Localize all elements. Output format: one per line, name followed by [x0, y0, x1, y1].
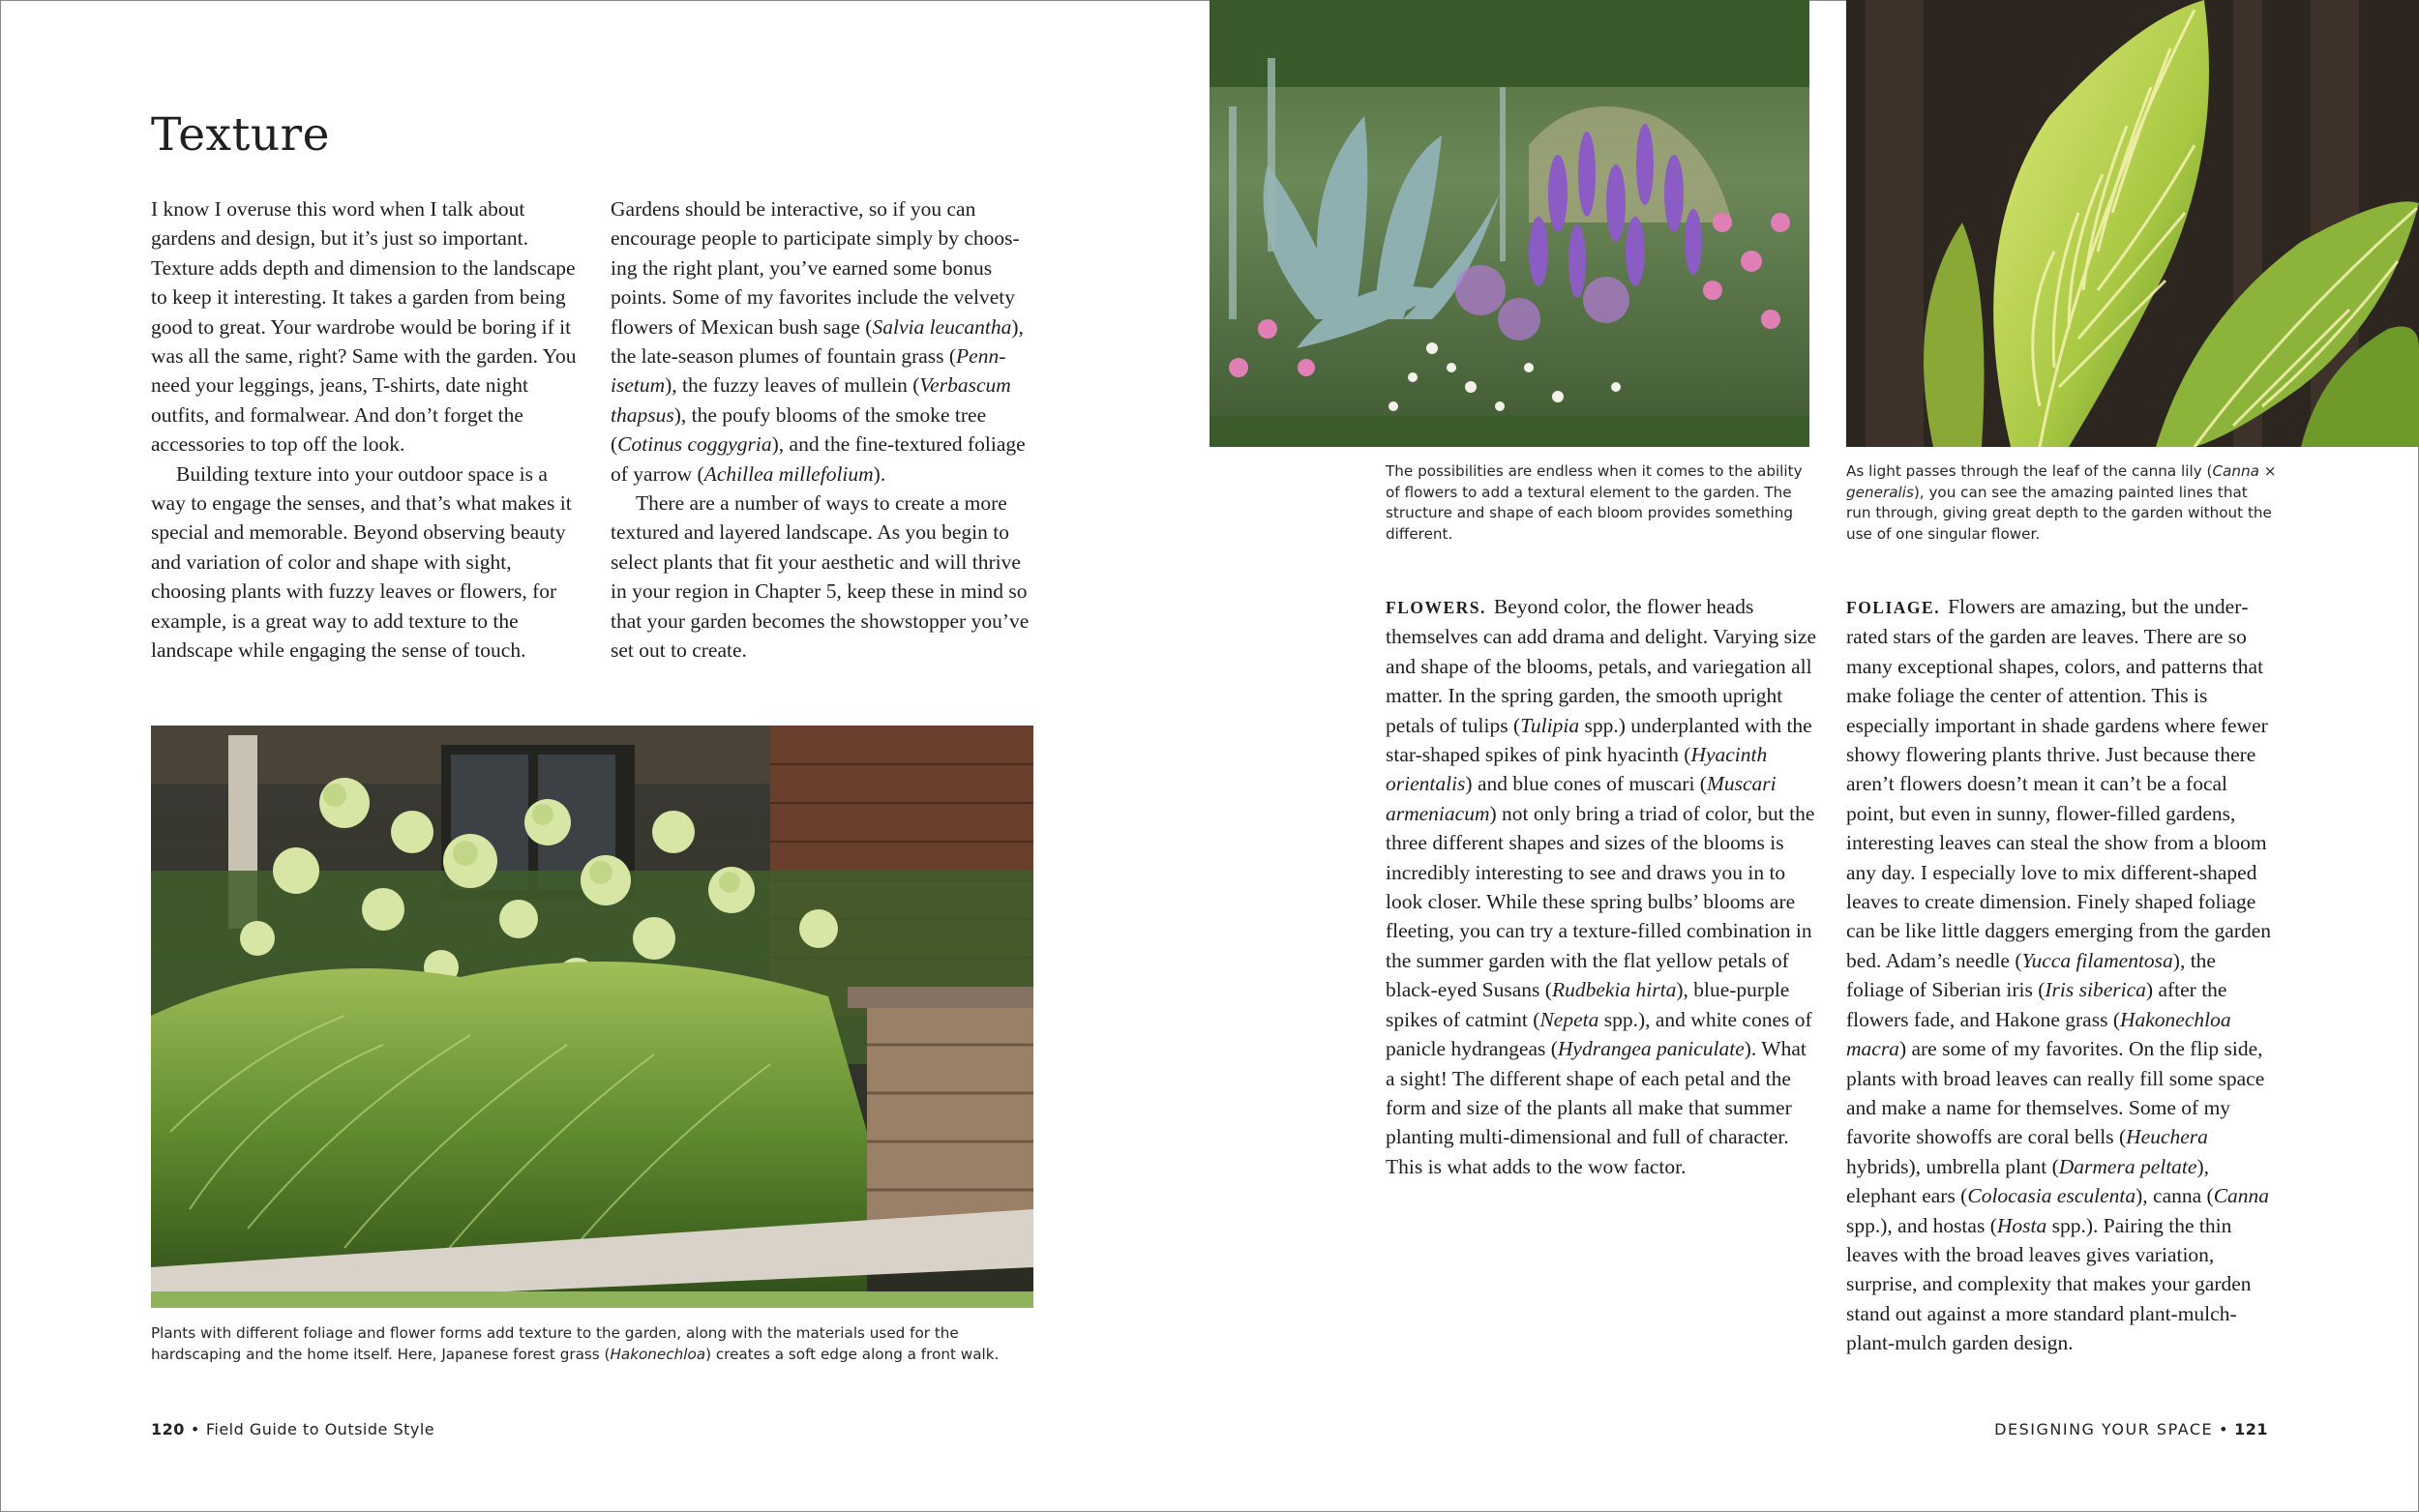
- section-heading: Texture: [151, 108, 330, 162]
- page-footer-right: [1994, 1420, 2268, 1438]
- foliage-section: [1846, 592, 2277, 1358]
- bullet-separator: •: [2219, 1420, 2229, 1438]
- canna-leaf-image: [1846, 0, 2419, 447]
- flowers-photo-caption: The possibilities are endless when it comes to the ability of flowers to add a textural element to the garden. The structure and shape of each bloom provides something different.: [1386, 462, 1803, 543]
- garden-walk-photo: [151, 726, 1033, 1308]
- photo-caption: Plants with different foliage and flower forms add texture to the garden, along with the materials used for the hardscaping and the home itself. Here, Japanese forest grass (Hakonechloa) creates a soft edge along a front walk.: [151, 1324, 1000, 1363]
- paragraph: Gardens should be interactive, so if you can encourage people to participate simply by choosing the right plant, you’ve earned some bonus points. Some of my favorites include the velvety flowers of Mexican bush sage (Salvia leucantha), the late-season plumes of fountain grass (Pennisetum), the fuzzy leaves of mullein (Verbascum thapsus), the poufy blooms of the smoke tree (Cotinus coggygria), and the fine-textured foliage of yarrow (Achillea millefolium).: [611, 197, 1026, 486]
- left-column-2: [611, 194, 1036, 666]
- paragraph: I know I overuse this word when I talk about gardens and design, but it’s just so important. Texture adds depth and dimension to the landscape to keep it interesting. It takes a garden from being good to great. Your wardrobe would be boring if it was all the same, right? Same with the garden. You need your leggings, jeans, T-shirts, date night outfits, and formalwear. And don’t forget the accessories to top off the look.: [151, 197, 577, 457]
- flowers-photo: [1210, 0, 1809, 447]
- page-number: 121: [2234, 1420, 2268, 1438]
- paragraph: FOLIAGE. Flowers are amazing, but the underrated stars of the garden are leaves. There are so many exceptional shapes, colors, and patterns that make foliage the center of attention. This is especially important in shade gardens where fewer showy flowering plants thrive. Just because there aren’t flowers doesn’t mean it can’t be a focal point, but even in sunny, flower-filled gardens, interesting leaves can steal the show from a bloom any day. I especially love to mix different-shaped leaves to create dimension. Finely shaped foliage can be like little daggers emerging from the garden bed. Adam’s needle (Yucca filamentosa), the foliage of Siberian iris (Iris siberica) after the flowers fade, and Hakone grass (Hakonechloa macra) are some of my favorites. On the flip side, plants with broad leaves can really fill some space and make a name for themselves. Some of my favorite showoffs are coral bells (Heuchera hybrids), umbrella plant (Darmera peltate), elephant ears (Colocasia esculenta), canna (Canna spp.), and hostas (Hosta spp.). Pairing the thin leaves with the broad leaves gives variation, surprise, and complexity that makes your garden stand out against a more standard plant-mulch-plant-mulch garden design.: [1846, 595, 2271, 1355]
- page-number: 120: [151, 1420, 185, 1438]
- flowers-section: [1386, 592, 1816, 1181]
- left-column-1: [151, 194, 577, 666]
- book-title: Field Guide to Outside Style: [205, 1420, 435, 1438]
- flowers-subhead: FLOWERS.: [1386, 598, 1486, 617]
- paragraph: Building texture into your outdoor space is a way to engage the senses, and that’s what makes it special and memorable. Beyond observing beauty and variation of color and shape with sight, choosing plants with fuzzy leaves or flowers, for example, is a great way to add texture to the landscape while engaging the sense of touch.: [151, 461, 572, 663]
- page-footer-left: [151, 1420, 434, 1438]
- bullet-separator: •: [190, 1420, 200, 1438]
- hydrangea-grass-image: [151, 726, 1033, 1308]
- paragraph: FLOWERS. Beyond color, the flower heads themselves can add drama and delight. Varying size and shape of the blooms, petals, and variegation all matter. In the spring garden, the smooth upright petals of tulips (Tulipia spp.) underplanted with the star-shaped spikes of pink hyacinth (Hyacinth orientalis) and blue cones of muscari (Muscari armeniacum) not only bring a triad of color, but the three different shapes and sizes of the blooms is incredibly interesting to see and draws you in to look closer. While these spring bulbs’ blooms are fleeting, you can try a texture-filled combination in the summer garden with the flat yellow petals of black-eyed Susans (Rudbekia hirta), blue-purple spikes of catmint (Nepeta spp.), and white cones of panicle hydrangeas (Hydrangea paniculate). What a sight! The different shape of each petal and the form and size of the plants all make that summer planting multi-dimensional and full of character. This is what adds to the wow factor.: [1386, 595, 1816, 1178]
- perennial-flowers-image: [1210, 0, 1809, 447]
- paragraph: There are a number of ways to create a more textured and layered landscape. As you begin to select plants that fit your aesthetic and will thrive in your region in Chapter 5, keep these in mind so that your garden becomes the showstopper you’ve set out to create.: [611, 491, 1030, 663]
- canna-leaf-photo: [1846, 0, 2419, 447]
- section-title: DESIGNING YOUR SPACE: [1994, 1420, 2214, 1438]
- canna-photo-caption: As light passes through the leaf of the canna lily (Canna × generalis), you can see the amazing painted lines that run through, giving great depth to the garden without the use of one singular flower.: [1846, 462, 2277, 543]
- foliage-subhead: FOLIAGE.: [1846, 598, 1941, 617]
